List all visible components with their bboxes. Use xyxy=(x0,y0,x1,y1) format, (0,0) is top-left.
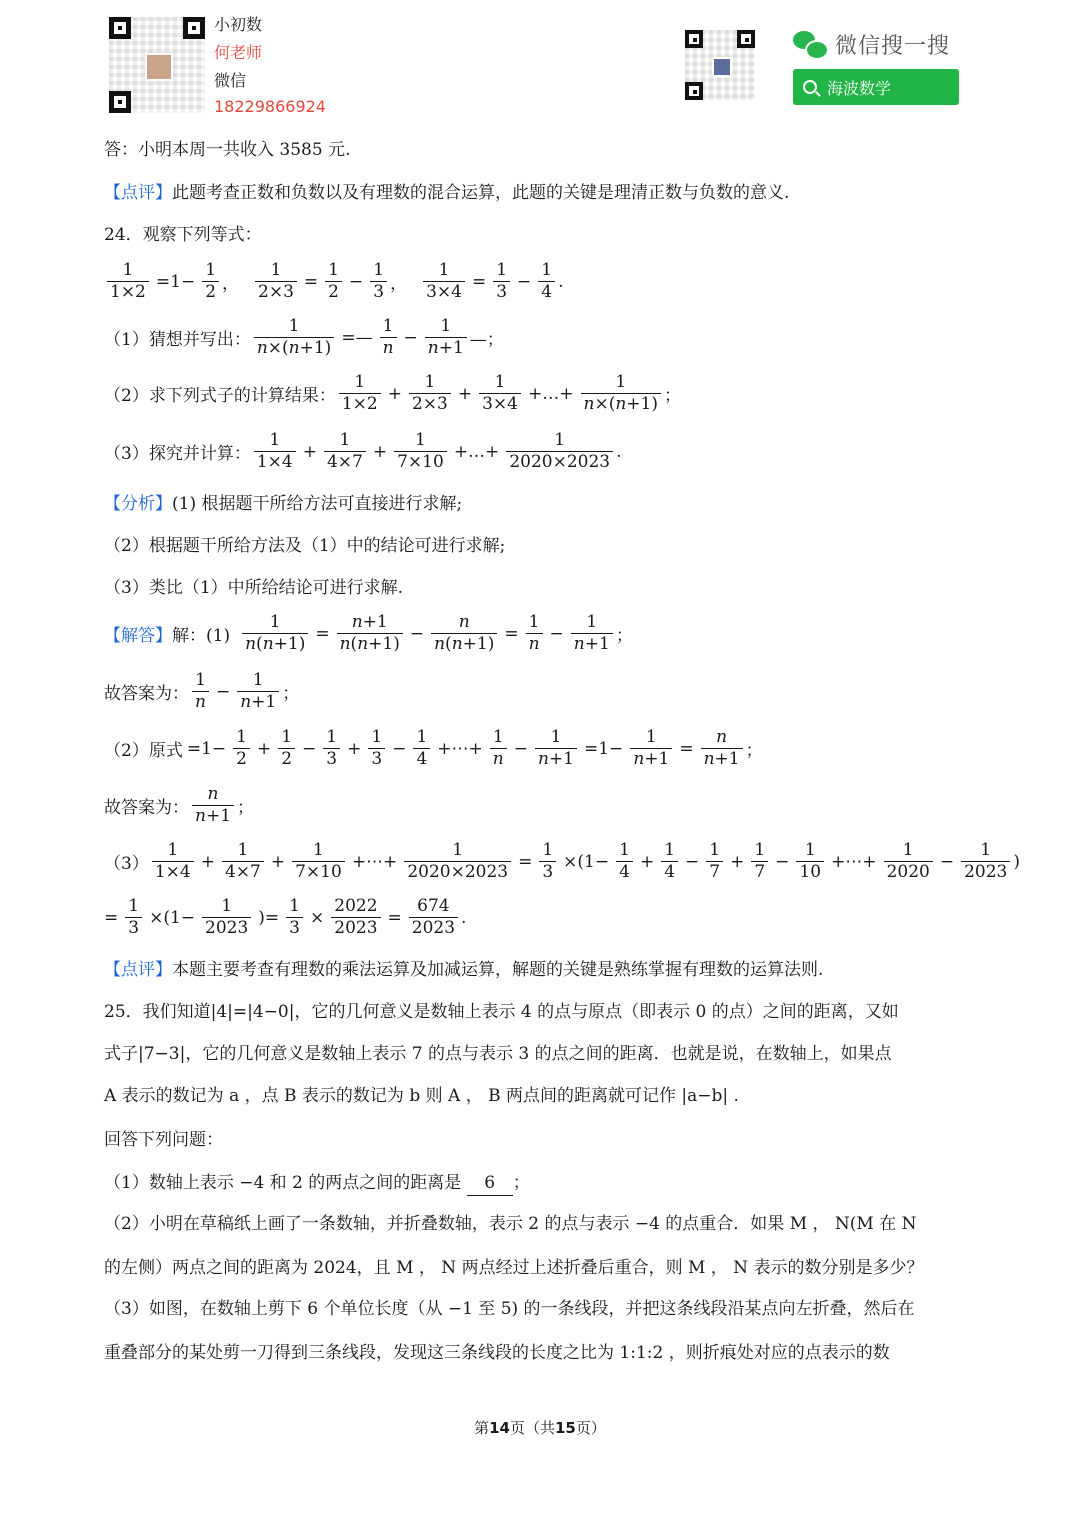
qr-avatar xyxy=(145,53,172,80)
footer-pre: 第 xyxy=(474,1419,490,1437)
wechat-brand xyxy=(793,29,950,60)
wechat-title: 微信搜一搜 xyxy=(835,34,951,59)
solution-part3-result: = $\frac{1}{3}$ ×(1− $\frac{1}{2023}$ )= $\frac{1}{3}$ × $\frac{2022}{2023}$ = $\frac{674}{2023}$ . xyxy=(104,896,467,938)
q25-line-3: A 表示的数记为 a ，点 B 表示的数记为 b 则 A ， B 两点间的距离就可记作 |a−b| . xyxy=(104,1086,739,1106)
q25-part3-line-2: 重叠部分的某处剪一刀得到三条线段，发现这三条线段的长度之比为 1:1:2 ，则折痕处对应的点表示的数 xyxy=(104,1343,890,1363)
handwriting-line-3: 微信 xyxy=(214,71,247,90)
footer-post: 页） xyxy=(575,1419,606,1437)
q25-part3-line-1: （3）如图，在数轴上剪下 6 个单位长度（从 −1 至 5) 的一条线段，并把这条线段沿某点向左折叠，然后在 xyxy=(104,1299,915,1319)
qr-code-left xyxy=(109,17,205,113)
q25-part2-line-1: （2）小明在草稿纸上画了一条数轴，并折叠数轴，表示 2 的点与表示 −4 的点重合．如果 M ， N(M 在 N xyxy=(104,1214,917,1234)
q24-part1-prefix: （1）猜想并写出： xyxy=(104,330,251,351)
q25-part1: （1）数轴上表示 −4 和 2 的两点之间的距离是 6 ； xyxy=(104,1171,530,1196)
solution-tag: 【解答】 xyxy=(104,626,172,647)
solution-part2: （2）原式 =1− $\frac{1}{2}$ + $\frac{1}{2}$ − $\frac{1}{3}$ + $\frac{1}{3}$ − $\frac{1}{4}$ +⋯+ $\frac{1}{n}$ − $\frac{1}{n+1}$ =1− $\frac{1}{n+1}$ = $\frac{n}{n+1}$ ； xyxy=(104,727,763,769)
q25-line-1: 25．我们知道|4|=|4−0|，它的几何意义是数轴上表示 4 的点与原点（即表示 0 的点）之间的距离，又如 xyxy=(104,1002,899,1022)
analysis-1-text: (1) 根据题干所给方法可直接进行求解; xyxy=(172,494,463,514)
previous-answer: 答：小明本周一共收入 3585 元. xyxy=(104,140,351,160)
q25-part1-answer: 6 xyxy=(467,1171,513,1196)
comment-2-tag: 【点评】 xyxy=(104,960,172,980)
footer-mid: 页（共 xyxy=(509,1419,555,1437)
analysis-3: （3）类比（1）中所给结论可进行求解. xyxy=(104,578,404,598)
analysis-tag: 【分析】 xyxy=(104,494,172,514)
answer-1: 故答案为： $\frac{1}{n}$ − $\frac{1}{n+1}$ ； xyxy=(104,670,300,712)
solution-part1: 【解答】 解：(1) $\frac{1}{n(n+1)}$ = $\frac{n+1}{n(n+1)}$ − $\frac{n}{n(n+1)}$ = $\frac{1}{n}$ − $\frac{1}{n+1}$ ； xyxy=(104,612,633,654)
q24-equations: $\frac{1}{1\times 2}$ =1− $\frac{1}{2}$ ， $\frac{1}{2\times 3}$ = $\frac{1}{2}$ − $\frac{1}{3}$ ， $\frac{1}{3\times 4}$ = $\frac{1}{3}$ − $\frac{1}{4}$ . xyxy=(104,262,564,302)
comment-tag: 【点评】 xyxy=(104,183,172,203)
handwriting-line-1: 小初数 xyxy=(214,15,263,34)
answer-2-label: 故答案为： xyxy=(104,798,189,819)
footer-total-pages: 15 xyxy=(555,1419,576,1437)
q25-part2-line-2: 的左侧）两点之间的距离为 2024，且 M ， N 两点经过上述折叠后重合，则 M ， N 表示的数分别是多少？ xyxy=(104,1258,924,1278)
handwriting-phone: 18229866924 xyxy=(214,97,326,116)
wechat-icon xyxy=(793,31,827,59)
analysis-1 xyxy=(104,492,462,516)
q25-part1-text: （1）数轴上表示 −4 和 2 的两点之间的距离是 xyxy=(104,1173,462,1193)
answer-1-label: 故答案为： xyxy=(104,684,189,705)
q25-line-2: 式子|7−3|，它的几何意义是数轴上表示 7 的点与表示 3 的点之间的距离．也就是说，在数轴上，如果点 xyxy=(104,1044,892,1064)
comment-text: 此题考查正数和负数以及有理数的混合运算，此题的关键是理清正数与负数的意义. xyxy=(172,183,790,203)
comment-2-text: 本题主要考查有理数的乘法运算及加减运算，解题的关键是熟练掌握有理数的运算法则. xyxy=(172,960,824,980)
comment-2 xyxy=(104,958,823,982)
part2-prefix: （2）原式 xyxy=(104,741,183,762)
q24-part3-prefix: （3）探究并计算： xyxy=(104,444,251,465)
q24-part3: （3）探究并计算： $\frac{1}{1\times 4}$ + $\frac{1}{4\times 7}$ + $\frac{1}{7\times 10}$ +…+ $\frac{1}{2020\times 2023}$ . xyxy=(104,430,622,472)
qr-code-right xyxy=(685,30,755,100)
footer-page-number: 14 xyxy=(489,1419,510,1437)
search-icon xyxy=(803,80,817,94)
q24-title: 24．观察下列等式： xyxy=(104,225,262,245)
wechat-search-button[interactable] xyxy=(793,69,959,105)
q24-part2-prefix: （2）求下列式子的计算结果： xyxy=(104,386,336,407)
qr-logo xyxy=(712,57,733,78)
q24-part2: （2）求下列式子的计算结果： $\frac{1}{1\times 2}$ + $\frac{1}{2\times 3}$ + $\frac{1}{3\times 4}$ +…+ $\frac{1}{n\times(n+1)}$ ； xyxy=(104,372,681,414)
answer-2: 故答案为： $\frac{n}{n+1}$ ； xyxy=(104,784,255,826)
q25-line-4: 回答下列问题： xyxy=(104,1130,223,1150)
solution-part3: （3） $\frac{1}{1\times 4}$ + $\frac{1}{4\times 7}$ + $\frac{1}{7\times 10}$ +⋯+ $\frac{1}{2020\times 2023}$ = $\frac{1}{3}$ ×(1− $\frac{1}{4}$ + $\frac{1}{4}$ − $\frac{1}{7}$ + $\frac{1}{7}$ − $\frac{1}{10}$ +⋯+ $\frac{1}{2020}$ − $\frac{1}{2023}$ ) xyxy=(104,840,1020,882)
solution-prefix: 解：(1) xyxy=(172,626,231,647)
part3-prefix: （3） xyxy=(104,854,149,875)
page-footer xyxy=(0,1417,1080,1438)
analysis-2: （2）根据题干所给方法及（1）中的结论可进行求解; xyxy=(104,536,506,556)
handwriting-line-2: 何老师 xyxy=(214,43,263,62)
wechat-search-label: 海波数学 xyxy=(827,78,892,98)
comment-1 xyxy=(104,181,789,205)
q24-part1: （1）猜想并写出： $\frac{1}{n\times(n+1)}$ =— $\frac{1}{n}$ − $\frac{1}{n+1}$ —； xyxy=(104,316,504,358)
